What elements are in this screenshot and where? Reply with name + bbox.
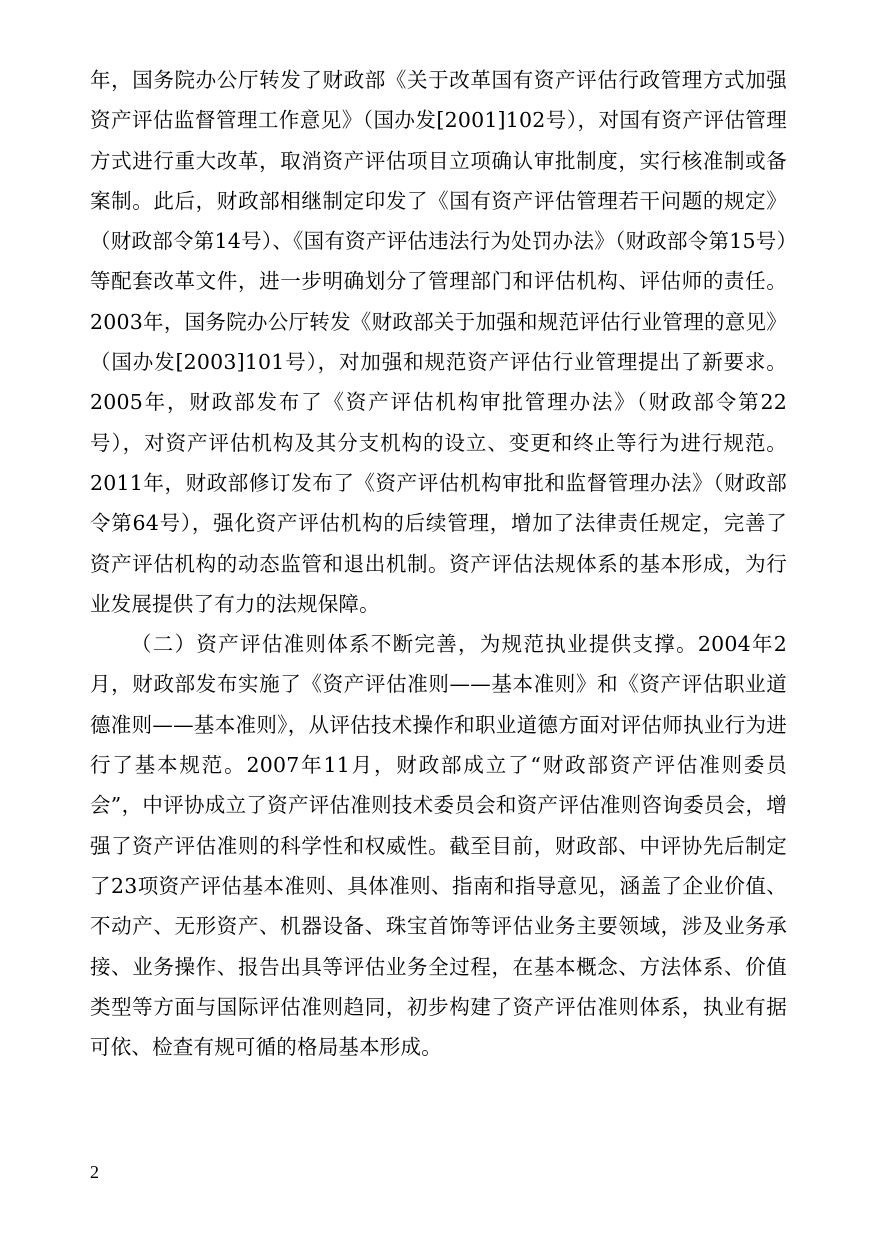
body-text [90, 60, 787, 1067]
paragraph-standards-system: （二）资产评估准则体系不断完善，为规范执业提供支撑。2004年2月，财政部发布实施了《资产评估准则——基本准则》和《资产评估职业道德准则——基本准则》，从评估技术操作和职业道德方面对评估师执业行为进行了基本规范。2007年11月，财政部成立了“财政部资产评估准则委员会”，中评协成立了资产评估准则技术委员会和资产评估准则咨询委员会，增强了资产评估准则的科学性和权威性。截至目前，财政部、中评协先后制定了23项资产评估基本准则、具体准则、指南和指导意见，涵盖了企业价值、不动产、无形资产、机器设备、珠宝首饰等评估业务主要领域，涉及业务承接、业务操作、报告出具等评估业务全过程，在基本概念、方法体系、价值类型等方面与国际评估准则趋同，初步构建了资产评估准则体系，执业有据可依、检查有规可循的格局基本形成。 [90, 632, 787, 1060]
page-number: 2 [90, 1162, 99, 1182]
paragraph-continuation: 年，国务院办公厅转发了财政部《关于改革国有资产评估行政管理方式加强资产评估监督管理工作意见》（国办发[2001]102号），对国有资产评估管理方式进行重大改革，取消资产评估项目立项确认审批制度，实行核准制或备案制。此后，财政部相继制定印发了《国有资产评估管理若干问题的规定》（财政部令第14号）、《国有资产评估违法行为处罚办法》（财政部令第15号）等配套改革文件，进一步明确划分了管理部门和评估机构、评估师的责任。2003年，国务院办公厅转发《财政部关于加强和规范评估行业管理的意见》（国办发[2003]101号），对加强和规范资产评估行业管理提出了新要求。2005年，财政部发布了《资产评估机构审批管理办法》（财政部令第22号），对资产评估机构及其分支机构的设立、变更和终止等行为进行规范。2011年，财政部修订发布了《资产评估机构审批和监督管理办法》（财政部令第64号），强化资产评估机构的后续管理，增加了法律责任规定，完善了资产评估机构的动态监管和退出机制。资产评估法规体系的基本形成，为行业发展提供了有力的法规保障。 [90, 68, 787, 616]
